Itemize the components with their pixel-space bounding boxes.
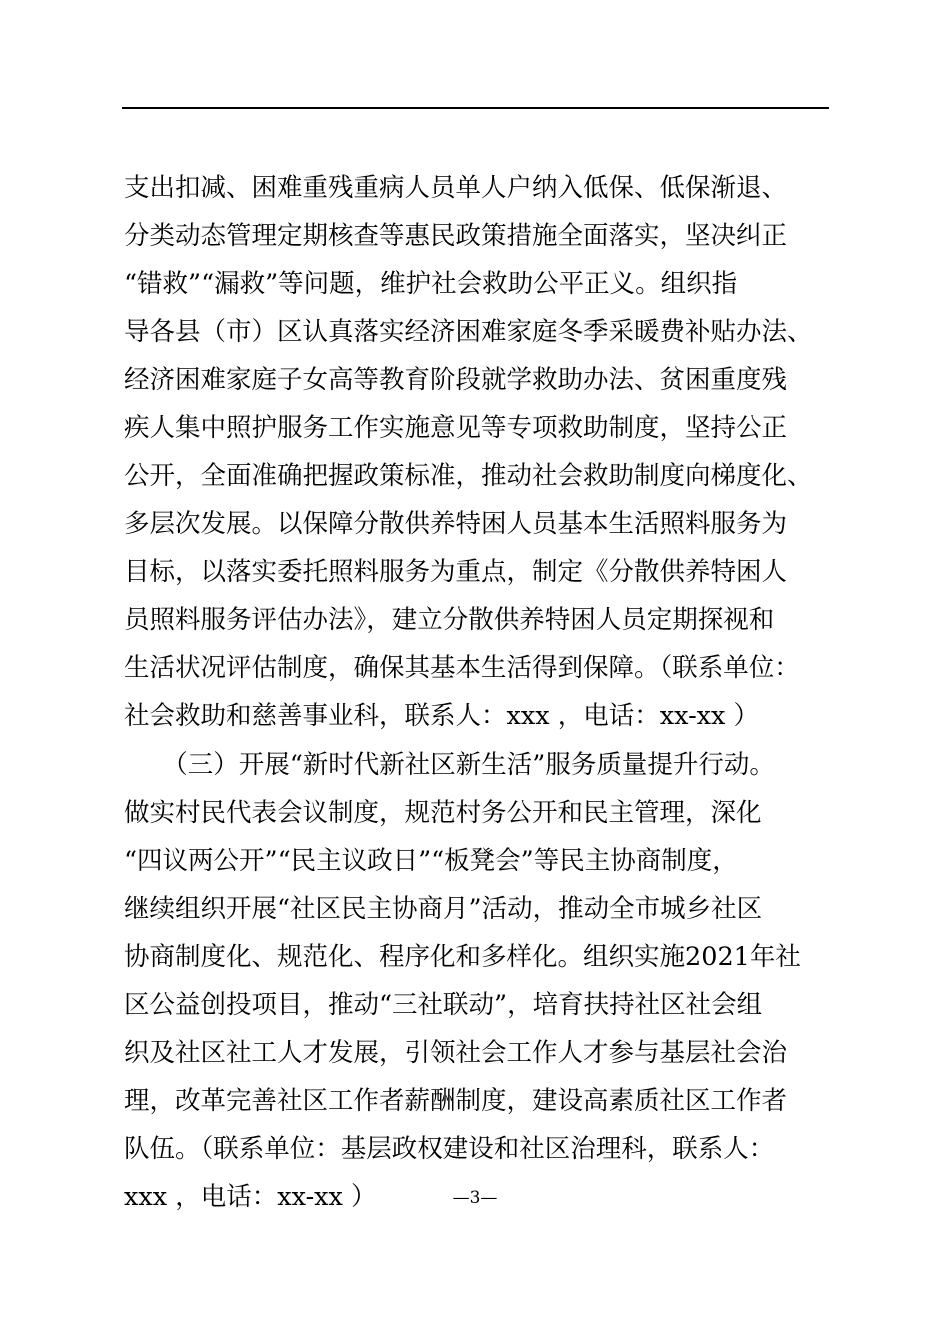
text-line: 理，改革完善社区工作者薪酬制度，建设高素质社区工作者: [124, 1086, 788, 1116]
text-line: 支出扣减、困难重残重病人员单人户纳入低保、低保渐退、: [124, 173, 788, 203]
text-line: “四议两公开”“民主议政日”“板凳会”等民主协商制度，: [124, 846, 738, 876]
text-line: 公开，全面准确把握政策标准，推动社会救助制度向梯度化、: [124, 461, 813, 491]
text-line: 经济困难家庭子女高等教育阶段就学救助办法、贫困重度残: [124, 365, 788, 395]
text-line: 疾人集中照护服务工作实施意见等专项救助制度，坚持公正: [124, 413, 788, 443]
text-line: 区公益创投项目，推动“三社联动”，培育扶持社区社会组: [124, 990, 763, 1020]
text-line: 做实村民代表会议制度，规范村务公开和民主管理，深化: [124, 798, 762, 828]
text-line: xxx ，电话：xx-xx ）: [124, 1182, 377, 1212]
text-line: 队伍。（联系单位：基层政权建设和社区治理科，联系人：: [124, 1134, 775, 1164]
text-line: 分类动态管理定期核查等惠民政策措施全面落实，坚决纠正: [124, 221, 788, 251]
text-line: 员照料服务评估办法》，建立分散供养特困人员定期探视和: [124, 605, 775, 635]
text-line: 继续组织开展“社区民主协商月”活动，推动全市城乡社区: [124, 894, 763, 924]
text-line: 生活状况评估制度，确保其基本生活得到保障。（联系单位：: [124, 653, 800, 683]
text-line: 多层次发展。以保障分散供养特困人员基本生活照料服务为: [124, 509, 788, 539]
header-rule: [122, 107, 829, 109]
text-line: 织及社区社工人才发展，引领社会工作人才参与基层社会治: [124, 1038, 788, 1068]
text-line: 目标，以落实委托照料服务为重点，制定《分散供养特困人: [124, 557, 788, 587]
text-line: “错救”“漏救”等问题，维护社会救助公平正义。组织指: [124, 269, 738, 299]
page-number: —3—: [452, 1188, 498, 1208]
text-line: （三）开展“新时代新社区新生活”服务质量提升行动。: [124, 750, 775, 780]
text-line: 社会救助和慈善事业科，联系人：xxx ，电话：xx-xx ）: [124, 701, 760, 731]
text-line: 协商制度化、规范化、程序化和多样化。组织实施2021年社: [124, 942, 801, 972]
text-line: 导各县（市）区认真落实经济困难家庭冬季采暖费补贴办法、: [124, 317, 813, 347]
